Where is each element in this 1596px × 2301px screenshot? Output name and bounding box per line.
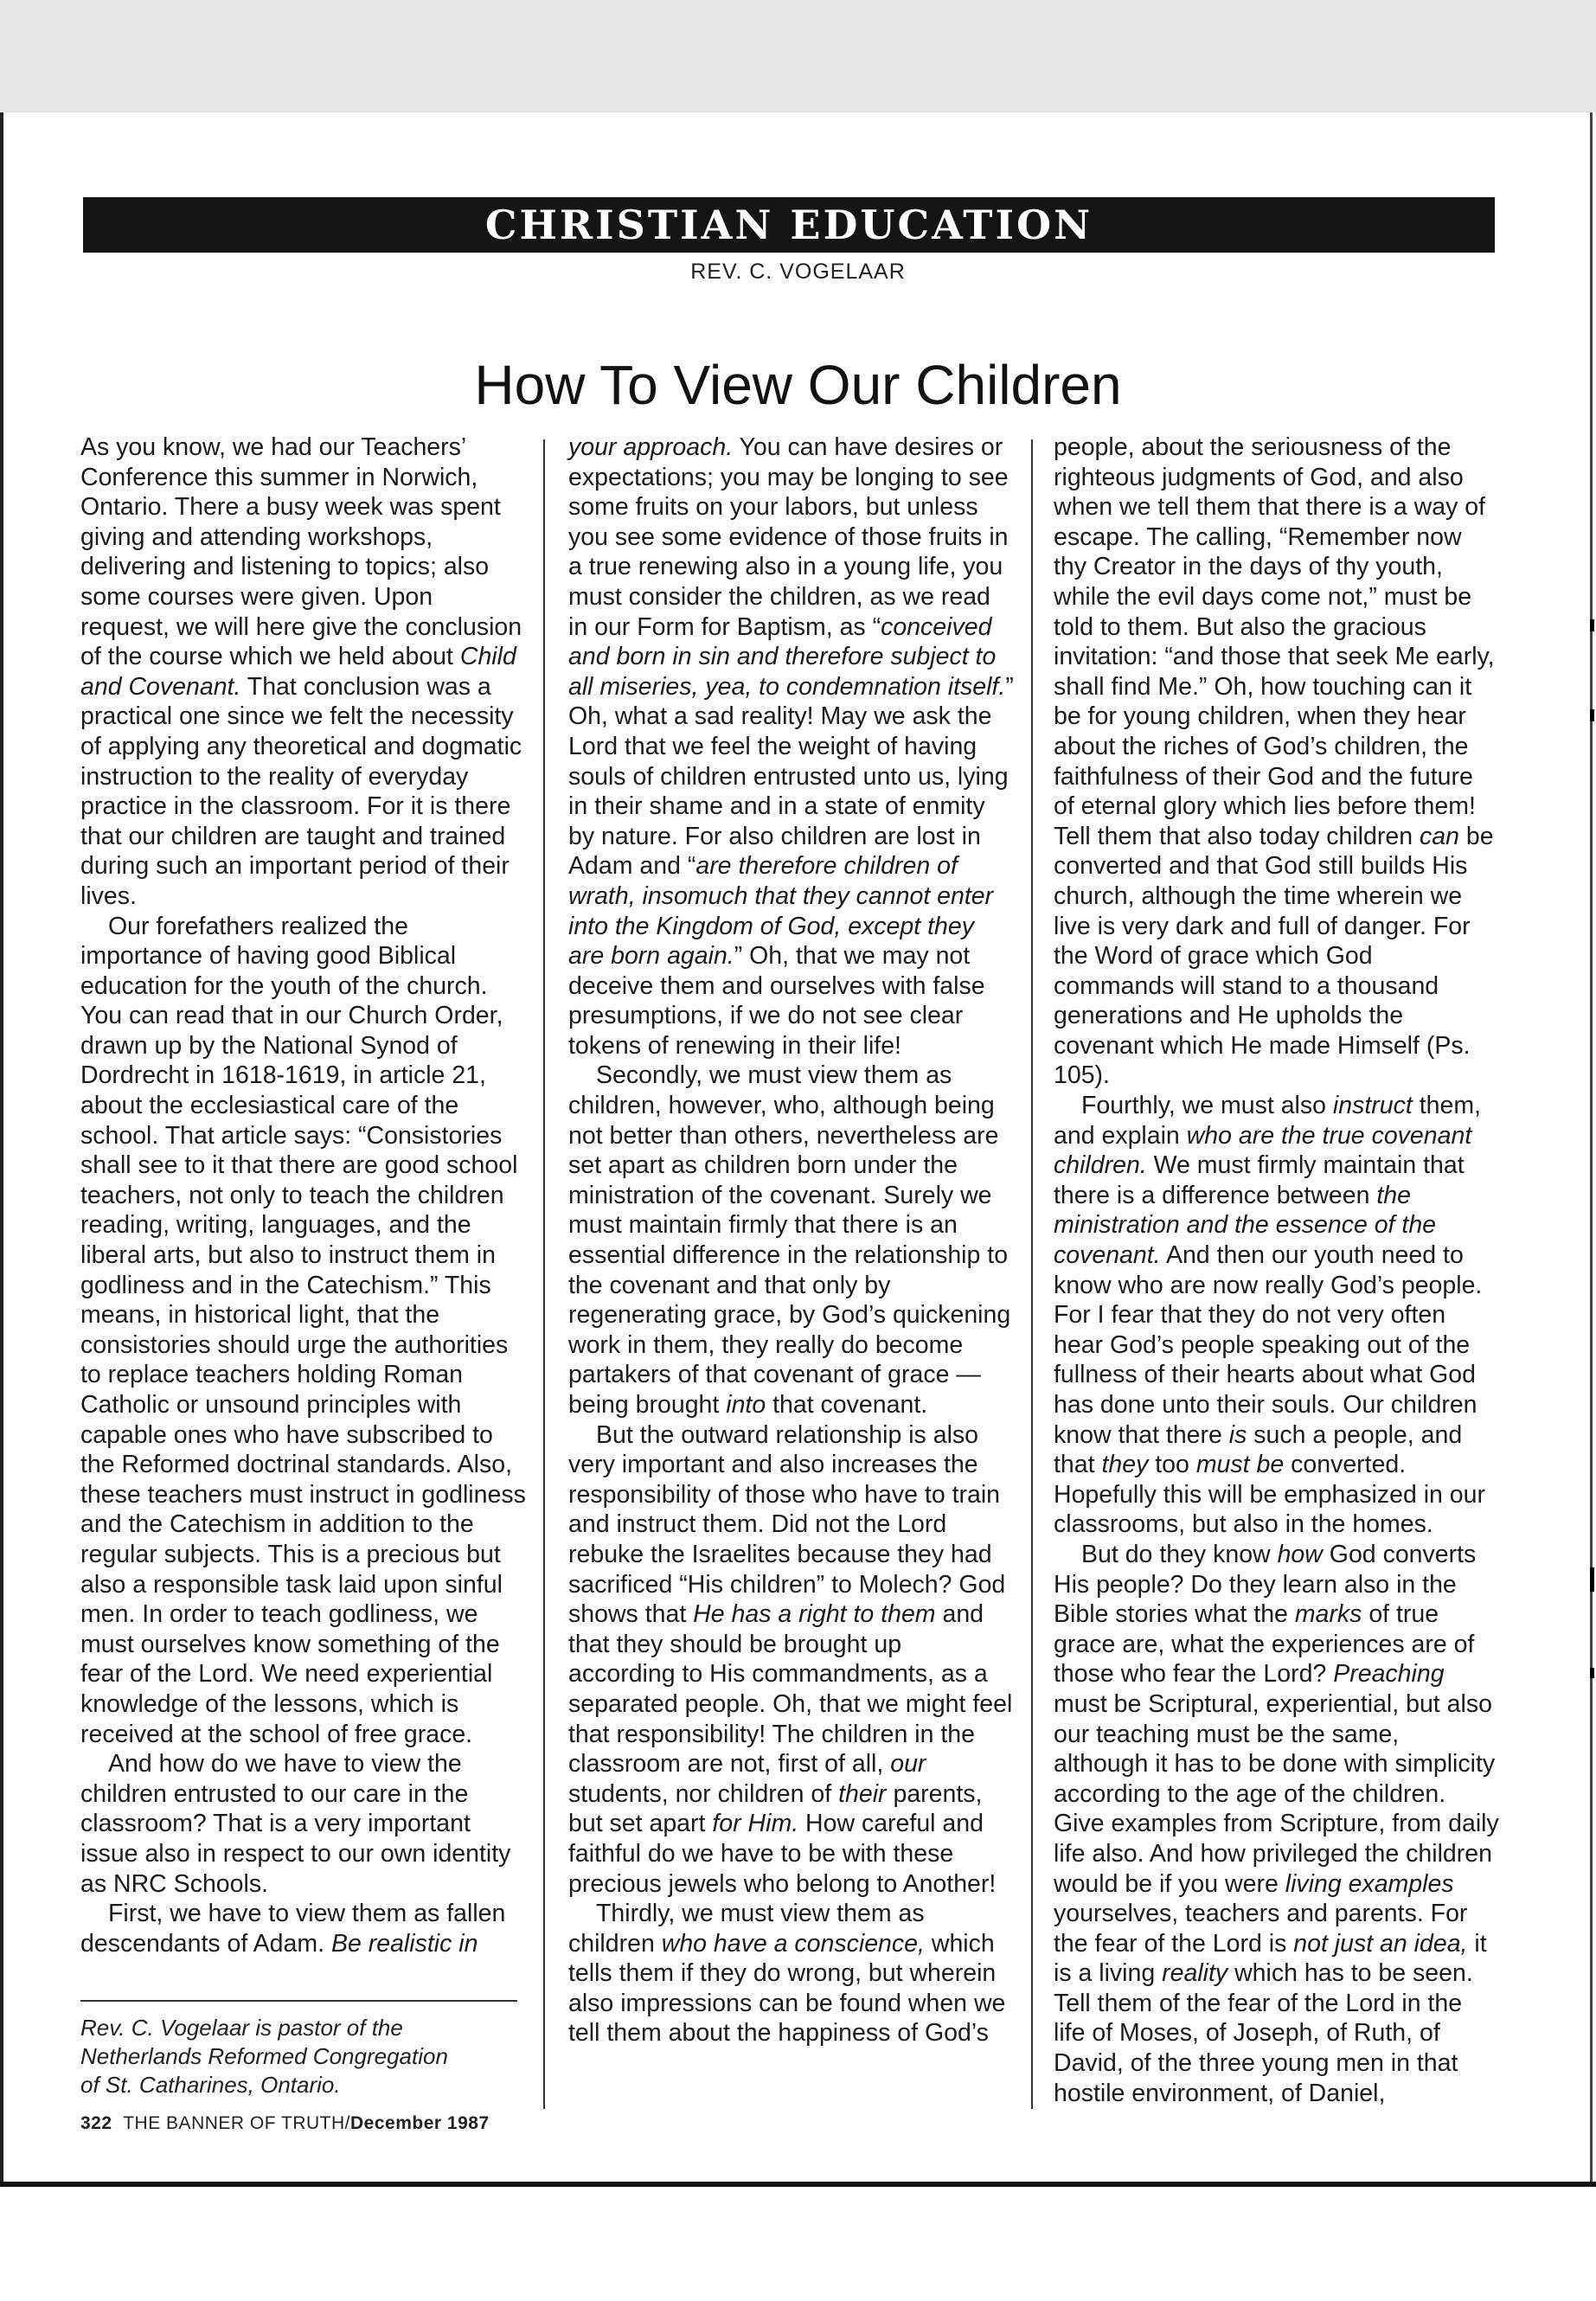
body-text: be converted and that God still builds His church, although the time wherein we live is very dark and full of danger. For the Word of grace which God commands will stand to a thousand generations and He upholds the covenant which He made Himself (Ps. 105). — [1054, 822, 1494, 1090]
body-text: yourselves, teachers and parents. For the fear of the Lord is — [1054, 1900, 1468, 1958]
emphasized-text: your approach. — [568, 433, 734, 461]
body-text: We must firmly maintain that there is a difference between — [1054, 1151, 1465, 1209]
scan-right-edge — [1590, 112, 1593, 2182]
section-banner: CHRISTIAN EDUCATION — [83, 197, 1495, 253]
scan-edge-mark — [1590, 619, 1594, 631]
body-text: Fourthly, we must also — [1081, 1092, 1333, 1120]
article-paragraph — [1054, 433, 1499, 1091]
body-text: And then our youth need to know who are now really God’s people. For I fear that they do not very often hear God’s people speaking out of the fullness of their hearts about what God has done unto their souls. Our children know that there — [1054, 1241, 1483, 1449]
body-text: them, and explain — [1054, 1092, 1481, 1150]
emphasized-text: Be realistic in — [330, 1929, 478, 1958]
body-text: Thirdly, we must view them as children — [568, 1900, 925, 1958]
article-paragraph — [568, 1899, 1014, 2048]
emphasized-text: reality — [1162, 1959, 1228, 1988]
footnote-line: of St. Catharines, Ontario. — [80, 2072, 341, 2098]
emphasized-text: can — [1419, 822, 1459, 850]
emphasized-text: their — [838, 1779, 887, 1808]
text-column-2 — [568, 433, 1014, 2048]
emphasized-text: how — [1277, 1540, 1323, 1568]
emphasized-text: instruct — [1332, 1092, 1413, 1120]
scan-edge-mark — [1590, 1567, 1594, 1592]
body-text: must be Scriptural, experiential, but also our teaching must be the same, although it has to be done with simplicity according to the age of the children. Give examples from Scripture, from daily life also. And how privileged the children would be if you were — [1054, 1689, 1499, 1898]
scan-edge-mark — [1590, 1668, 1594, 1678]
emphasized-text: who have a conscience, — [661, 1929, 925, 1958]
body-text: converted. Hopefully this will be emphasized in our classrooms, but also in the homes. — [1054, 1451, 1486, 1539]
emphasized-text: marks — [1294, 1600, 1362, 1629]
emphasized-text: into — [726, 1391, 766, 1419]
body-text: First, we have to view them as fallen descendants of Adam. — [80, 1900, 506, 1958]
page-number: 322 — [80, 2113, 112, 2133]
body-text: And how do we have to view the children entrusted to our care in the classroom? That is a very important issue also in respect to our own identity as NRC Schools. — [80, 1750, 511, 1898]
article-paragraph — [1054, 1091, 1499, 1540]
article-paragraph — [568, 1420, 1014, 1900]
body-text: too — [1148, 1451, 1196, 1479]
emphasized-text: who are the true covenant children. — [1054, 1121, 1472, 1180]
article-paragraph — [1054, 1540, 1499, 2108]
article-paragraph — [80, 433, 526, 912]
body-text: As you know, we had our Teachers’ Conference this summer in Norwich, Ontario. There a busy week was spent giving and attending workshops, delivering and listening to topics; also some courses were given. Upon request, we will here give the conclusion of the course which we held about — [80, 433, 522, 671]
body-text: That conclusion was a practical one since we felt the necessity of applying any theoretical and dogmatic instruction to the reality of everyday practice in the classroom. For it is there that our children are taught and trained during such an important period of their lives. — [80, 672, 522, 910]
footnote-line: Netherlands Reformed Congregation — [80, 2043, 448, 2069]
emphasized-text: He has a right to them — [693, 1600, 936, 1629]
body-text: God converts His people? Do they learn also in the Bible stories what the — [1054, 1540, 1477, 1629]
article-paragraph — [80, 1899, 526, 1958]
emphasized-text: the ministration and the essence of the covenant. — [1054, 1181, 1437, 1270]
scan-bottom-margin — [0, 2187, 1596, 2301]
body-text: But the outward relationship is also very important and also increases the responsibility of those who have to train and instruct them. Did not the Lord rebuke the Israelites because they had sacrificed “His children” to Molech? God shows that — [568, 1420, 1006, 1629]
body-text: students, nor children of — [568, 1779, 839, 1808]
emphasized-text: are therefore children of wrath, insomuch that they cannot enter into the Kingdom of God, except they are born again. — [568, 852, 994, 971]
body-text: parents, but set apart — [568, 1779, 983, 1838]
body-text: ” Oh, that we may not deceive them and ourselves with false presumptions, if we do not see clear tokens of renewing in their life! — [568, 942, 985, 1060]
emphasized-text: must be — [1195, 1451, 1285, 1479]
page-footer — [80, 2111, 686, 2137]
text-column-3 — [1054, 433, 1499, 2108]
emphasized-text: they — [1101, 1451, 1149, 1479]
author-byline: REV. C. VOGELAAR — [690, 260, 906, 284]
body-text: Secondly, we must view them as children, however, who, although being not better than others, nevertheless are set apart as children born under the ministration of the covenant. Surely we must maintain firmly that there is an essential difference in the relationship to the covenant and that only by regenerating grace, by God’s quickening work in them, they really do become partakers of that covenant of grace — being brought — [568, 1061, 1011, 1419]
emphasized-text: living examples — [1285, 1869, 1454, 1898]
emphasized-text: is — [1228, 1420, 1247, 1449]
column-divider — [543, 439, 545, 2109]
footnote-line: Rev. C. Vogelaar is pastor of the — [80, 2015, 403, 2041]
scan-edge-mark — [1590, 709, 1594, 721]
body-text: You can have desires or expectations; you may be longing to see some fruits on your labors, but unless you see some evidence of those fruits in a true renewing also in a young life, you must consider the children, as we read in our Form for Baptism, as “ — [568, 433, 1009, 641]
body-text: and that they should be brought up according to His commandments, as a separated people. Oh, that we might feel that responsibility! The children in the classroom are not, first of all, — [568, 1600, 1013, 1779]
article-paragraph — [80, 1749, 526, 1899]
scan-left-edge — [0, 112, 3, 2182]
emphasized-text: our — [890, 1750, 926, 1779]
author-footnote — [80, 2014, 526, 2099]
article-title: How To View Our Children — [474, 354, 1122, 416]
body-text: of true grace are, what the experiences are of those who fear the Lord? — [1054, 1600, 1475, 1689]
text-column-1 — [80, 433, 526, 1958]
body-text: people, about the seriousness of the righteous judgments of God, and also when we tell them that there is a way of escape. The calling, “Remember now thy Creator in the days of thy youth, while the evil days come not,” must be told to them. But also the gracious invitation: “and those that seek Me early, shall find Me.” Oh, how touching can it be for young children, when they hear about the riches of God’s children, the faithfulness of their God and the future of eternal glory which lies before them! Tell them that also today children — [1054, 433, 1495, 850]
body-text: How careful and faithful do we have to be with these precious jewels who belong to Another! — [568, 1810, 997, 1898]
body-text: But do they know — [1081, 1540, 1278, 1568]
emphasized-text: not just an idea, — [1293, 1929, 1468, 1958]
footnote-divider — [80, 2000, 517, 2002]
column-divider — [1031, 439, 1033, 2109]
article-paragraph — [568, 433, 1014, 1061]
emphasized-text: Child and Covenant. — [80, 643, 516, 701]
body-text: such a people, and that — [1054, 1420, 1463, 1479]
body-text: it is a living — [1054, 1929, 1487, 1988]
body-text: Our forefathers realized the importance of having good Biblical education for the youth of the church. You can read that in our Church Order, drawn up by the National Synod of Dordrecht in 1618-1619, in article 21, about the ecclesiastical care of the school. That article says: “Consistories shall see to it that there are good school teachers, not only to teach the children reading, writing, languages, and the liberal arts, but also to instruct them in godliness and in the Catechism.” This means, in historical light, that the consistories should urge the authorities to replace teachers holding Roman Catholic or unsound principles with capable ones who have subscribed to the Reformed doctrinal standards. Also, these teachers must instruct in godliness and the Catechism in addition to the regular subjects. This is a precious but also a responsible task laid upon sinful men. In order to teach godliness, we must ourselves know something of the fear of the Lord. We need experiential knowledge of the lessons, which is received at the school of free grace. — [80, 912, 526, 1748]
body-text: that covenant. — [766, 1391, 928, 1419]
scan-top-margin — [0, 0, 1596, 112]
body-text: ” Oh, what a sad reality! May we ask the Lord that we feel the weight of having souls of children entrusted unto us, lying in their shame and in a state of enmity by nature. For also children are lost in Adam and “ — [568, 672, 1014, 881]
emphasized-text: conceived and born in sin and therefore subject to all miseries, yea, to condemnation itself. — [568, 612, 1006, 701]
article-paragraph — [80, 912, 526, 1750]
body-text: which has to be seen. Tell them of the fear of the Lord in the life of Moses, of Joseph, of Ruth, of David, of the three young men in that hostile environment, of Daniel, — [1054, 1959, 1473, 2107]
emphasized-text: for Him. — [712, 1810, 799, 1838]
body-text: which tells them if they do wrong, but wherein also impressions can be found when we tell them about the happiness of God’s — [568, 1929, 1006, 2048]
publication-name: THE BANNER OF TRUTH/ — [123, 2113, 351, 2133]
article-paragraph — [568, 1061, 1014, 1420]
emphasized-text: Preaching — [1333, 1660, 1445, 1689]
issue-date: December 1987 — [350, 2113, 490, 2133]
